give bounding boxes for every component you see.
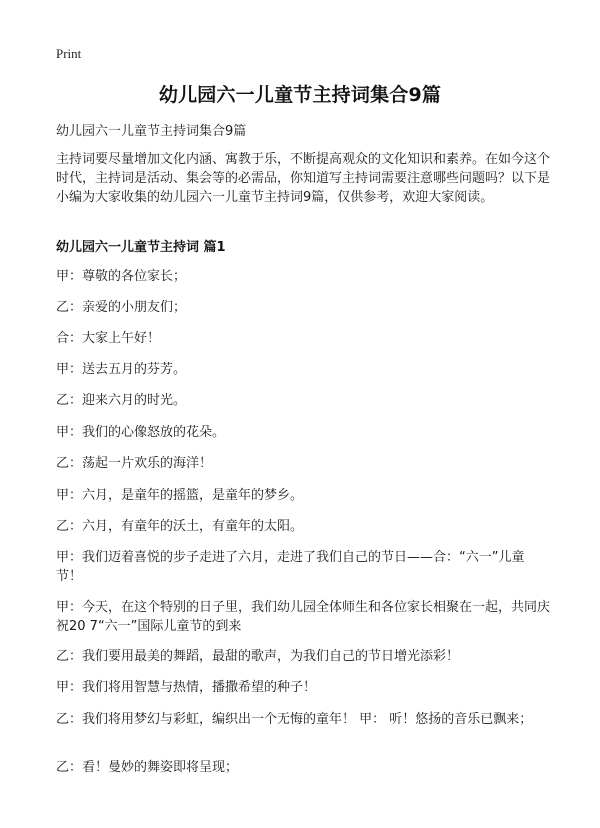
- dialogue-line: 甲：我们的心像怒放的花朵。: [56, 425, 226, 440]
- section-heading: 幼儿园六一儿童节主持词 篇1: [56, 240, 226, 255]
- dialogue-line: 甲：六月，是童年的摇篮，是童年的梦乡。: [56, 488, 304, 503]
- dialogue-line: 乙：迎来六月的时光。: [56, 393, 187, 408]
- dialogue-line: 乙：荡起一片欢乐的海洋！: [56, 456, 213, 471]
- intro-paragraph: 主持词要尽量增加文化内涵、寓教于乐，不断提高观众的文化知识和素养。在如今这个时代，主持词是活动、集会等的必需品，你知道写主持词需要注意哪些问题吗？以下是小编为大家收集的幼儿园六一儿童节主持词9篇，仅供参考，欢迎大家阅读。: [56, 152, 551, 205]
- dialogue-line: 合：大家上午好！: [56, 331, 161, 346]
- dialogue-line: 甲：送去五月的芬芳。: [56, 362, 187, 377]
- page-title: 幼儿园六一儿童节主持词集合9篇: [158, 84, 442, 106]
- document-subtitle: 幼儿园六一儿童节主持词集合9篇: [56, 124, 247, 139]
- dialogue-line: 甲：尊敬的各位家长；: [56, 269, 187, 284]
- dialogue-line: 甲：我们将用智慧与热情，播撒希望的种子！: [56, 680, 317, 695]
- print-label: Print: [56, 46, 82, 61]
- dialogue-line: 乙：亲爱的小朋友们；: [56, 300, 187, 315]
- dialogue-line: 乙：看！曼妙的舞姿即将呈现；: [56, 760, 239, 775]
- dialogue-line: 乙：我们要用最美的舞蹈，最甜的歌声，为我们自己的节日增光添彩！: [56, 649, 460, 664]
- dialogue-line: 甲：我们迈着喜悦的步子走进了六月，走进了我们自己的节日——合：“六一”儿童节！: [56, 550, 525, 584]
- dialogue-line: 乙：六月，有童年的沃土，有童年的太阳。: [56, 519, 304, 534]
- dialogue-line: 甲：今天，在这个特别的日子里，我们幼儿园全体师生和各位家长相聚在一起，共同庆祝20 7“六一”国际儿童节的到来: [56, 600, 551, 634]
- dialogue-line: 乙：我们将用梦幻与彩虹，编织出一个无悔的童年！ 甲： 听！悠扬的音乐已飘来；: [56, 712, 533, 727]
